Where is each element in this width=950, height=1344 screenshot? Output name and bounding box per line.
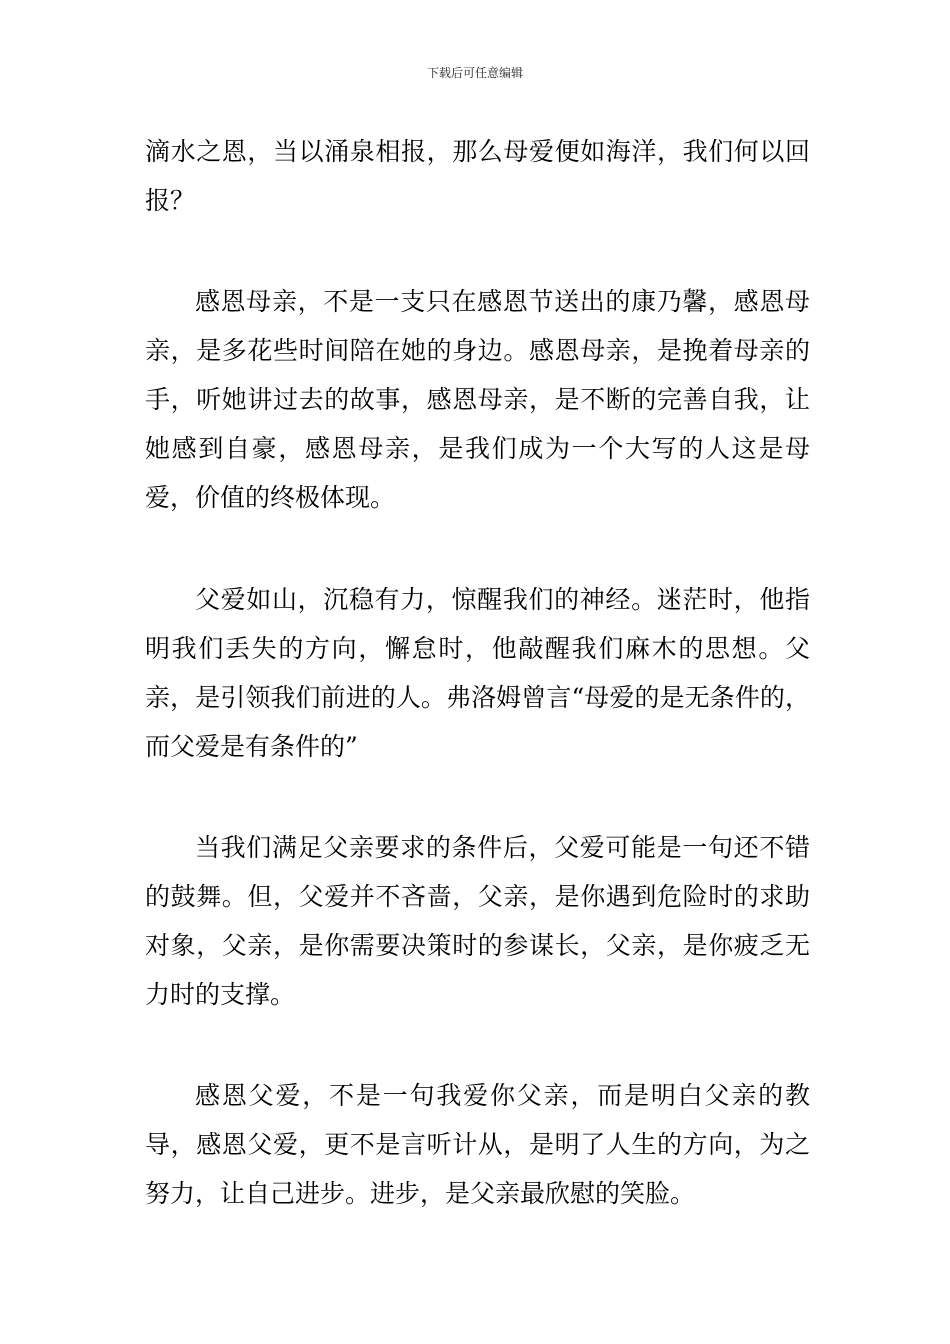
paragraph-text: 感恩母亲，不是一支只在感恩节送出的康乃馨，感恩母亲，是多花些时间陪在她的身边。感恩母亲，是挽着母亲的手，听她讲过去的故事，感恩母亲，是不断的完善自我，让她感到自豪，感恩母亲，是我们成为一个大写的人这是母爱，价值的终极体现。 xyxy=(145,287,810,512)
paragraph-block-2 xyxy=(145,277,810,522)
paragraph-text: 滴水之恩，当以涌泉相报，那么母爱便如海洋，我们何以回报？ xyxy=(145,137,810,215)
paragraph-block-4 xyxy=(145,823,810,1019)
header-note: 下载后可任意编辑 xyxy=(426,66,523,80)
paragraph-text: 父爱如山，沉稳有力，惊醒我们的神经。迷茫时，他指明我们丢失的方向，懈怠时，他敲醒我们麻木的思想。父亲，是引领我们前进的人。弗洛姆曾言“母爱的是无条件的，而父爱是有条件的” xyxy=(145,585,810,761)
paragraph-block-5 xyxy=(145,1071,810,1218)
paragraph-text: 当我们满足父亲要求的条件后，父爱可能是一句还不错的鼓舞。但，父爱并不吝啬，父亲，是你遇到危险时的求助对象，父亲，是你需要决策时的参谋长，父亲，是你疲乏无力时的支撑。 xyxy=(145,833,810,1009)
paragraph-block-1 xyxy=(145,127,810,225)
paragraph-block-3 xyxy=(145,575,810,771)
paragraph-text: 感恩父爱，不是一句我爱你父亲，而是明白父亲的教导，感恩父爱，更不是言听计从，是明了人生的方向，为之努力，让自己进步。进步，是父亲最欣慰的笑脸。 xyxy=(145,1081,810,1208)
